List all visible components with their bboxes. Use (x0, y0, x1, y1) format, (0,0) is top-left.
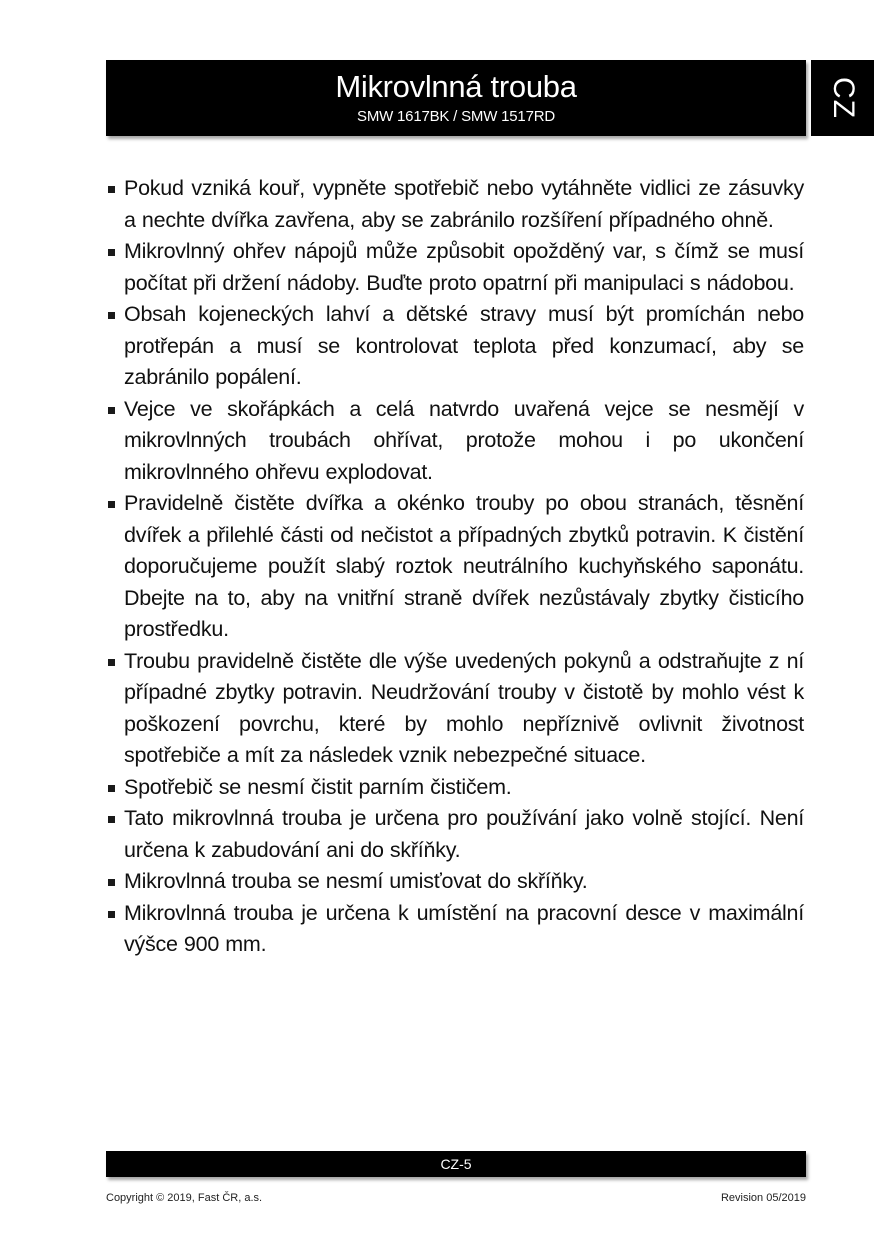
footer-bar (106, 1151, 806, 1177)
header-bar (106, 60, 806, 136)
page-title: Mikrovlnná trouba (335, 69, 577, 104)
list-item-text: Mikrovlnný ohřev nápojů může způsobit opožděný var, s čímž se musí počítat při držení nádoby. Buďte proto opatrní při manipulaci s nádobou. (124, 239, 804, 295)
list-item (106, 488, 804, 646)
list-item-text: Obsah kojeneckých lahví a dětské stravy musí být promíchán nebo protřepán a musí se kontrolovat teplota před konzumací, aby se zabránilo popálení. (124, 302, 804, 389)
bullet-square-icon (108, 186, 115, 193)
safety-instructions (106, 173, 804, 961)
list-item-text: Tato mikrovlnná trouba je určena pro používání jako volně stojící. Není určena k zabudování ani do skříňky. (124, 806, 804, 862)
language-code: CZ (826, 77, 860, 119)
bullet-square-icon (108, 249, 115, 256)
bullet-list (106, 173, 804, 961)
bullet-square-icon (108, 816, 115, 823)
bullet-square-icon (108, 501, 115, 508)
bullet-square-icon (108, 879, 115, 886)
list-item (106, 299, 804, 394)
bullet-square-icon (108, 659, 115, 666)
list-item (106, 646, 804, 772)
page-number: CZ-5 (440, 1156, 472, 1172)
list-item (106, 394, 804, 489)
copyright-text: Copyright © 2019, Fast ČR, a.s. (106, 1192, 263, 1204)
bullet-square-icon (108, 407, 115, 414)
list-item (106, 803, 804, 866)
list-item-text: Mikrovlnná trouba je určena k umístění na pracovní desce v maximální výšce 900 mm. (124, 900, 804, 956)
list-item (106, 173, 804, 236)
list-item-text: Mikrovlnná trouba se nesmí umisťovat do skříňky. (124, 869, 588, 893)
list-item (106, 898, 804, 961)
list-item-text: Spotřebič se nesmí čistit parním čističem. (124, 774, 512, 799)
list-item-text: Pokud vzniká kouř, vypněte spotřebič nebo vytáhněte vidlici ze zásuvky a nechte dvířka zavřena, aby se zabránilo rozšíření případného ohně. (124, 176, 804, 232)
list-item-text: Pravidelně čistěte dvířka a okénko trouby po obou stranách, těsnění dvířek a přilehlé části od nečistot a případných zbytků potravin. K čistění doporučujeme použít slabý roztok neutrálního kuchyňského saponátu. Dbejte na to, aby na vnitřní straně dvířek nezůstávaly zbytky čisticího prostředku. (124, 491, 804, 641)
bullet-square-icon (108, 785, 115, 792)
list-item-text: Vejce ve skořápkách a celá natvrdo uvařená vejce se nesmějí v mikrovlnných troubách ohřívat, protože mohou i po ukončení mikrovlnného ohřevu explodovat. (124, 396, 804, 484)
model-subtitle: SMW 1617BK / SMW 1517RD (357, 108, 555, 125)
bullet-square-icon (108, 312, 115, 319)
list-item-text: Troubu pravidelně čistěte dle výše uvedených pokynů a odstraňujte z ní případné zbytky potravin. Neudržování trouby v čistotě by mohlo vést k poškození povrchu, které by mohlo nepříznivě ovlivnit životnost spotřebiče a mít za následek vznik nebezpečné situace. (124, 648, 804, 767)
bullet-square-icon (108, 911, 115, 918)
revision-text: Revision 05/2019 (720, 1192, 806, 1204)
language-tab (811, 60, 874, 136)
list-item (106, 236, 804, 299)
list-item (106, 772, 804, 804)
list-item (106, 866, 804, 898)
